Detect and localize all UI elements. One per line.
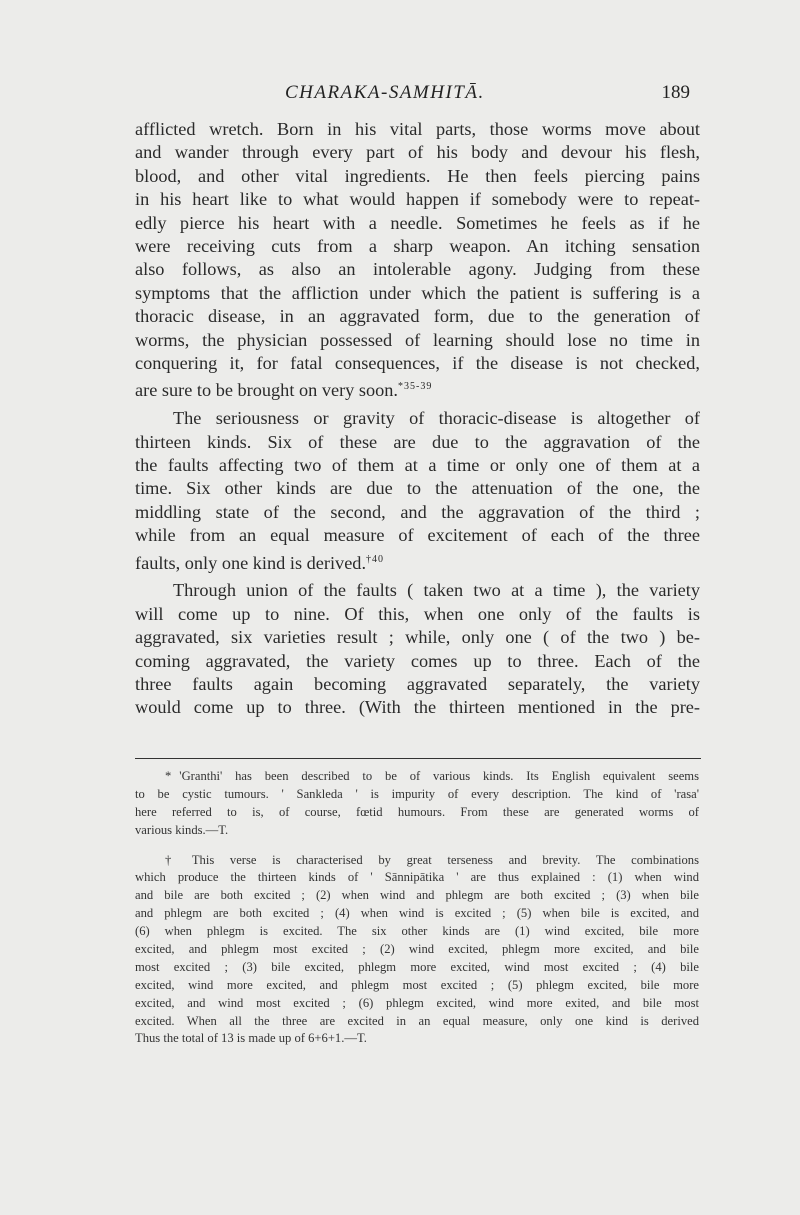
running-head bbox=[135, 82, 700, 108]
text-line: to be cystic tumours. ' Sankleda ' is impurity of every description. The kind of 'rasa' bbox=[135, 786, 699, 801]
text-line: most excited ; (3) bile excited, phlegm more excited, wind most excited ; (4) bile bbox=[135, 959, 699, 974]
paragraph bbox=[135, 407, 700, 571]
text-line: excited, wind more excited, and phlegm most excited ; (5) phlegm excited, bile more bbox=[135, 977, 699, 992]
text-line bbox=[135, 375, 700, 401]
text-line: were receiving cuts from a sharp weapon. An itching sensation bbox=[135, 235, 700, 256]
text-line: aggravated, six varieties result ; while, only one ( of the two ) be- bbox=[135, 627, 700, 648]
text-line: Thus the total of 13 is made up of 6+6+1.—T. bbox=[135, 1031, 367, 1046]
text-line-content: are sure to be brought on very soon. bbox=[135, 380, 398, 401]
text-line: also follows, as also an intolerable agony. Judging from these bbox=[135, 259, 700, 280]
paragraph bbox=[135, 579, 700, 719]
text-line: and bile are both excited ; (2) when wind and phlegm are both excited ; (3) when bile bbox=[135, 888, 699, 903]
paragraph bbox=[135, 118, 700, 399]
footnote bbox=[135, 852, 699, 1049]
text-line: worms, the physician possessed of learning should lose no time in bbox=[135, 329, 700, 350]
text-line: excited, and wind most excited ; (6) phlegm excited, wind more exited, and bile most bbox=[135, 995, 699, 1010]
footnote bbox=[135, 768, 699, 840]
text-line: which produce the thirteen kinds of ' Sānnipātika ' are thus explained : (1) when wind bbox=[135, 870, 699, 885]
text-line-content: faults, only one kind is derived. bbox=[135, 552, 367, 573]
page-number: 189 bbox=[661, 82, 690, 103]
footnotes bbox=[135, 768, 699, 1048]
footnote-marker: † bbox=[165, 852, 184, 867]
text-line-content: This verse is characterised by great terseness and brevity. The combinations bbox=[191, 852, 699, 867]
text-line: blood, and other vital ingredients. He then feels piercing pains bbox=[135, 165, 700, 186]
text-line: and phlegm are both excited ; (4) when wind is excited ; (5) when bile is excited, and bbox=[135, 906, 699, 921]
text-line: (6) when phlegm is excited. The six other kinds are (1) wind excited, bile more bbox=[135, 924, 699, 939]
text-line: would come up to three. (With the thirteen mentioned in the pre- bbox=[135, 697, 700, 718]
footnote-reference: †40 bbox=[366, 553, 385, 565]
text-line: Through union of the faults ( taken two at a time ), the variety bbox=[173, 580, 700, 601]
text-line: while from an equal measure of excitement of each of the three bbox=[135, 525, 700, 546]
text-line bbox=[135, 548, 700, 571]
text-line: The seriousness or gravity of thoracic-disease is altogether of bbox=[173, 408, 700, 429]
text-line: various kinds.—T. bbox=[135, 822, 229, 837]
text-line: the faults affecting two of them at a time or only one of them at a bbox=[135, 454, 700, 475]
text-line: middling state of the second, and the aggravation of the third ; bbox=[135, 501, 700, 522]
text-line: here referred to is, of course, fœtid humours. From these are generated worms of bbox=[135, 804, 699, 819]
running-title: CHARAKA-SAMHITĀ. bbox=[285, 82, 485, 103]
text-line: in his heart like to what would happen if somebody were to repeat- bbox=[135, 189, 700, 210]
text-line-content: 'Granthi' has been described to be of various kinds. Its English equivalent seems bbox=[179, 769, 699, 783]
text-line: conquering it, for fatal consequences, if the disease is not checked, bbox=[135, 352, 700, 373]
text-line: time. Six other kinds are due to the attenuation of the one, the bbox=[135, 478, 700, 499]
text-line bbox=[135, 852, 699, 870]
footnote-reference: *35-39 bbox=[397, 381, 433, 393]
text-line: thirteen kinds. Six of these are due to the aggravation of the bbox=[135, 431, 700, 452]
text-line: edly pierce his heart with a needle. Sometimes he feels as if he bbox=[135, 212, 700, 233]
footnote-divider bbox=[135, 758, 701, 759]
text-line: will come up to nine. Of this, when one only of the faults is bbox=[135, 603, 700, 624]
text-line: excited. When all the three are excited in an equal measure, only one kind is derived bbox=[135, 1013, 699, 1028]
text-line: thoracic disease, in an aggravated form, due to the generation of bbox=[135, 306, 700, 327]
text-line: symptoms that the affliction under which the patient is suffering is a bbox=[135, 282, 700, 303]
footnote-marker: * bbox=[165, 769, 172, 783]
text-line bbox=[135, 768, 699, 786]
text-line: three faults again becoming aggravated separately, the variety bbox=[135, 673, 700, 694]
text-line: and wander through every part of his body and devour his flesh, bbox=[135, 142, 700, 163]
text-line: afflicted wretch. Born in his vital parts, those worms move about bbox=[135, 119, 700, 139]
text-line: coming aggravated, the variety comes up to three. Each of the bbox=[135, 650, 700, 671]
text-line: excited, and phlegm most excited ; (2) wind excited, phlegm more excited, and bile bbox=[135, 942, 699, 957]
body-text bbox=[135, 118, 700, 720]
